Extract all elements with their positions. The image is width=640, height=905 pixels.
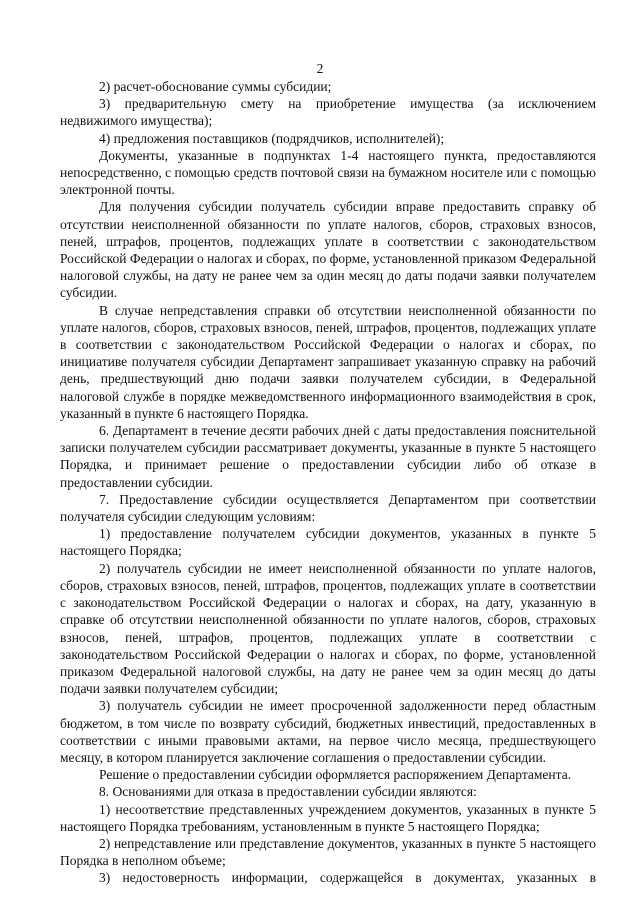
paragraph-condition-1: 1) предоставление получателем субсидии документов, указанных в пункте 5 настоящего Порядка; bbox=[60, 526, 596, 559]
paragraph-section-7: 7. Предоставление субсидии осуществляется Департаментом при соответствии получателя субсидии следующим условиям: bbox=[60, 491, 596, 525]
paragraph-item-4-supplier-offers: 4) предложения поставщиков (подрядчиков, исполнителей); bbox=[99, 130, 445, 146]
paragraph-refusal-2: 2) непредставление или представление документов, указанных в пункте 5 настоящего Порядка в неполном объеме; bbox=[60, 835, 596, 869]
paragraph-refusal-3: 3) недостоверность информации, содержащейся в документах, указанных в bbox=[99, 870, 596, 886]
paragraph-documents-submission: Документы, указанные в подпунктах 1-4 настоящего пункта, предоставляются непосредственно, с помощью средств почтовой связи на бумажном носителе или с помощью электронной почты. bbox=[60, 147, 596, 198]
paragraph-tax-certificate: Для получения субсидии получатель субсидии вправе предоставить справку об отсутствии неисполненной обязанности по уплате налогов, сборов, страховых взносов, пеней, штрафов, процентов, подлежащих уплате в соответствии с законодательством Российской Федерации о налогах и сборах, по форме, установленной приказом Федеральной налоговой службы, на дату не ранее чем за один месяц до даты подачи заявки получателем субсидии. bbox=[60, 199, 596, 301]
paragraph-item-2-calculation: 2) расчет-обоснование суммы субсидии; bbox=[99, 79, 332, 94]
paragraph-condition-2: 2) получатель субсидии не имеет неисполненной обязанности по уплате налогов, сборов, страховых взносов, пеней, штрафов, процентов, подлежащих уплате в соответствии с законодательством Российской Федерации о налогах и сборах, на дату, указанную в справке об отсутствии неисполненной обязанности по уплате налогов, сборов, страховых взносов, пеней, штрафов, процентов, подлежащих уплате в соответствии с законодательством Российской Федерации о налогах и сборах, по форме, установленной приказом Федеральной налоговой службы, на дату не ранее чем за один месяц до даты подачи заявки получателем субсидии; bbox=[60, 560, 596, 697]
paragraph-item-3-estimate: 3) предварительную смету на приобретение имущества (за исключением недвижимого имущества); bbox=[60, 96, 596, 129]
paragraph-certificate-request: В случае непредставления справки об отсутствии неисполненной обязанности по уплате налогов, сборов, страховых взносов, пеней, штрафов, процентов, подлежащих уплате в соответствии с законодательством Российской Федерации о налогах и сборах, по инициативе получателя субсидии Департамент запрашивает указанную справку на рабочий день, предшествующий дню подачи заявки получателем субсидии, в Федеральной налоговой службе в порядке межведомственного информационного взаимодействия в срок, указанный в пункте 6 настоящего Порядка. bbox=[60, 302, 596, 421]
paragraph-refusal-1: 1) несоответствие представленных учреждением документов, указанных в пункте 5 настоящего Порядка требованиям, установленным в пункте 5 настоящего Порядка; bbox=[60, 801, 596, 834]
page-number: 2 bbox=[316, 61, 324, 76]
document-body bbox=[60, 78, 596, 887]
paragraph-section-8: 8. Основаниями для отказа в предоставлении субсидии являются: bbox=[99, 784, 477, 800]
paragraph-section-6: 6. Департамент в течение десяти рабочих дней с даты предоставления пояснительной записки получателем субсидии рассматривает документы, указанные в пункте 5 настоящего Порядка, и принимает решение о предоставлении субсидии либо об отказе в предоставлении субсидии. bbox=[60, 423, 596, 490]
paragraph-condition-3: 3) получатель субсидии не имеет просроченной задолженности перед областным бюджетом, в том числе по возврату субсидий, бюджетных инвестиций, предоставленных в соответствии с иными правовыми актами, на первое число месяца, предшествующего месяцу, в котором планируется заключение соглашения о предоставлении субсидии. bbox=[60, 698, 596, 765]
paragraph-decision: Решение о предоставлении субсидии оформляется распоряжением Департамента. bbox=[99, 767, 572, 783]
